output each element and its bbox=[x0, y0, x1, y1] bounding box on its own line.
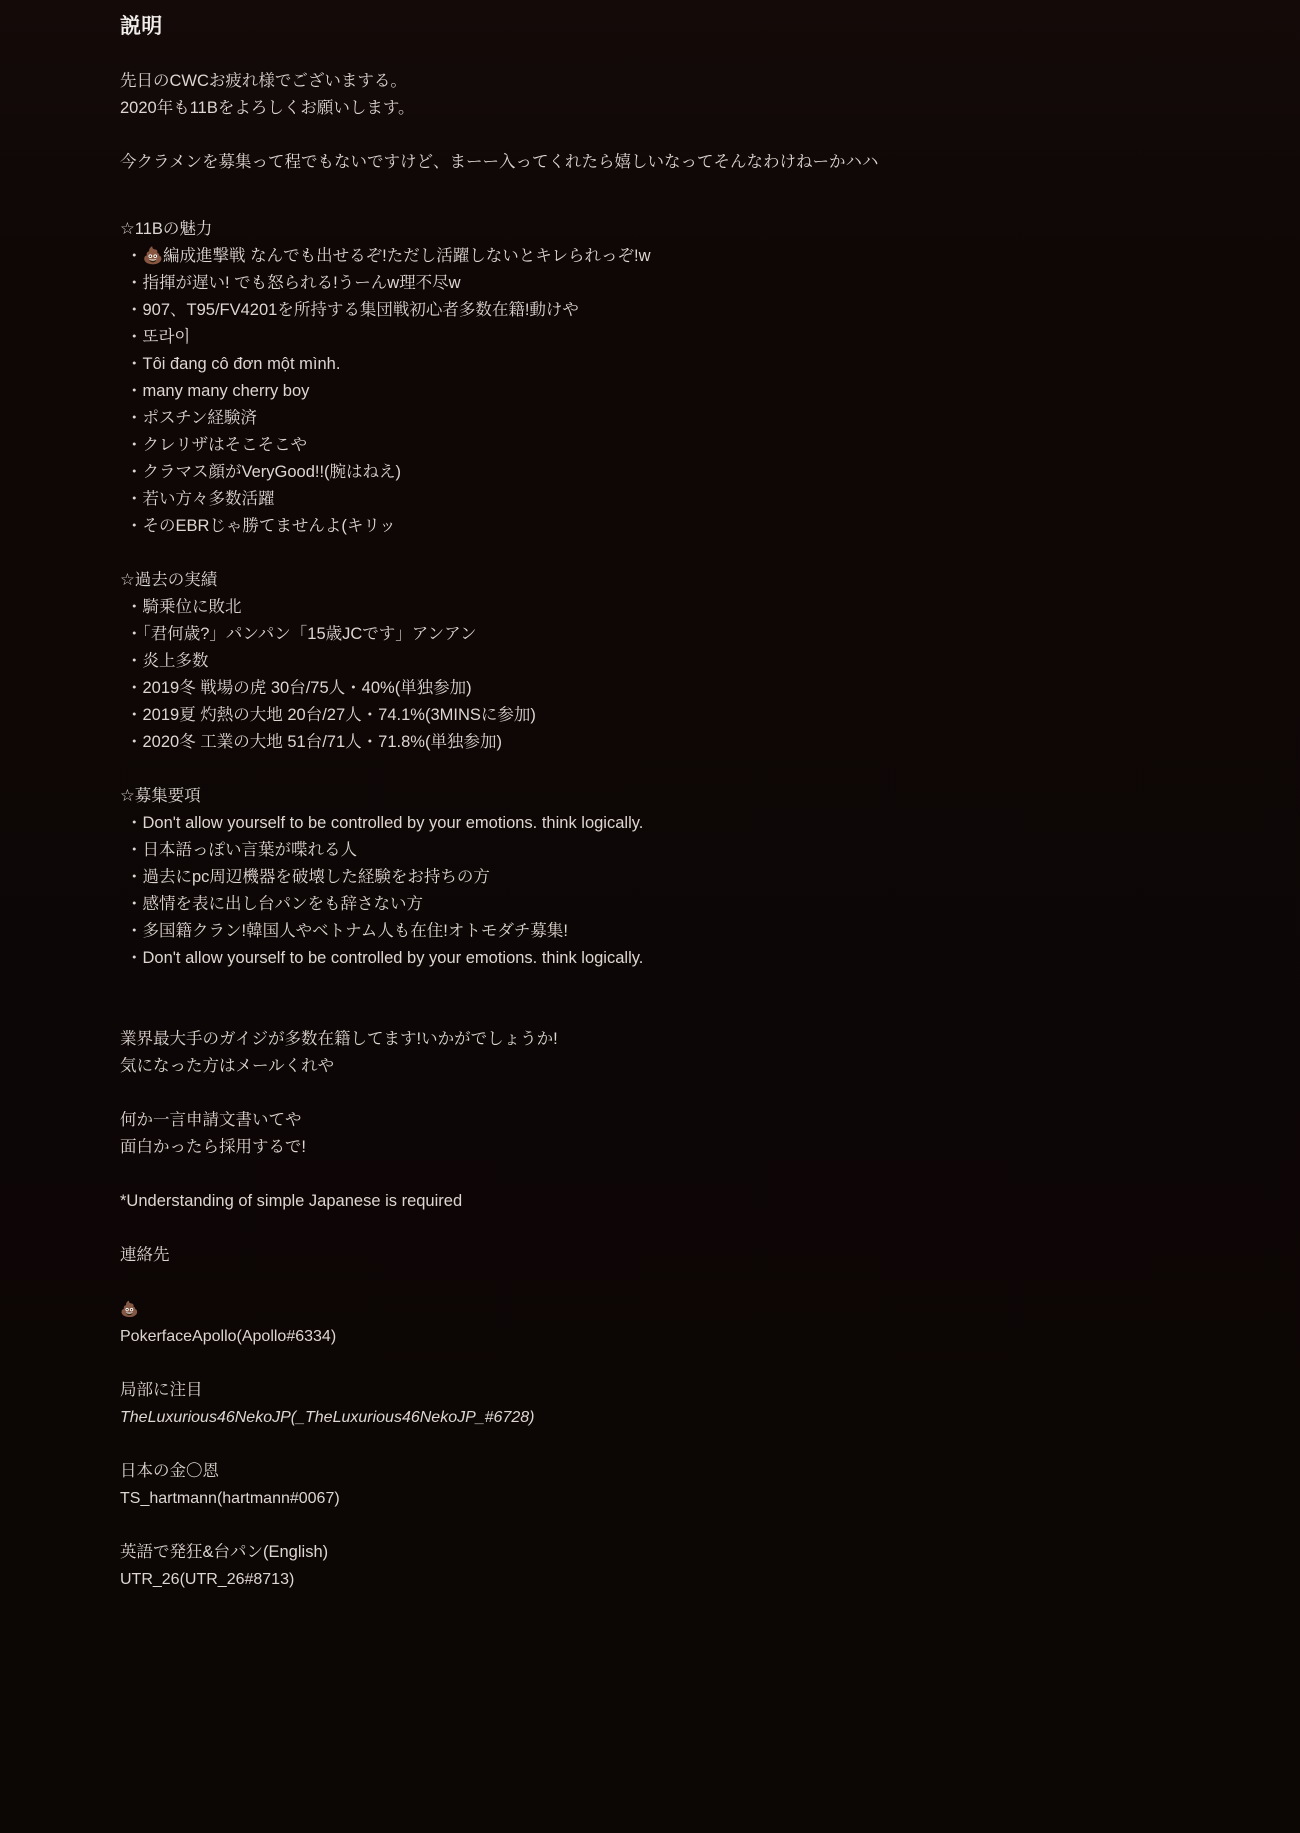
section-merits bbox=[120, 216, 1100, 540]
list-item: ・クレリザはそこそこや bbox=[126, 436, 308, 454]
contact-entry bbox=[120, 1296, 1100, 1350]
list-item: ・Don't allow yourself to be controlled by your emotions. think logically. bbox=[126, 949, 644, 967]
list-item: ・907、T95/FV4201を所持する集団戦初心者多数在籍!動けや bbox=[126, 301, 579, 319]
list-item: ・💩編成進撃戦 なんでも出せるぞ!ただし活躍しないとキレられっぞ!w bbox=[126, 247, 651, 265]
list-item: ・2019冬 戦場の虎 30台/75人・40%(単独参加) bbox=[126, 679, 472, 697]
closing-line: 気になった方はメールくれや bbox=[120, 1057, 335, 1075]
spacer bbox=[120, 1080, 1100, 1107]
list-item: ・日本語っぽい言葉が喋れる人 bbox=[126, 841, 357, 859]
intro-secondary: 今クラメンを募集って程でもないですけど、まーー入ってくれたら嬉しいなってそんなわけねーかハハ bbox=[120, 153, 879, 171]
list-item: ・多国籍クラン!韓国人やベトナム人も在住!オトモダチ募集! bbox=[126, 922, 568, 940]
closing-line: 面白かったら採用するで! bbox=[120, 1138, 306, 1156]
list-item: ・Don't allow yourself to be controlled by your emotions. think logically. bbox=[126, 814, 644, 832]
spacer bbox=[120, 122, 1100, 149]
spacer bbox=[120, 540, 1100, 567]
closing-block-2 bbox=[120, 1107, 1100, 1161]
closing-block bbox=[120, 1026, 1100, 1080]
list-item: ・또라이 bbox=[126, 328, 191, 346]
list-item: ・そのEBRじゃ勝てませんよ(キリッ bbox=[126, 517, 396, 535]
spacer bbox=[120, 1215, 1100, 1242]
contact-handle: UTR_26(UTR_26#8713) bbox=[120, 1571, 295, 1588]
intro-line: 2020年も11Bをよろしくお願いします。 bbox=[120, 99, 415, 117]
section-title: ☆過去の実績 bbox=[120, 571, 218, 589]
spacer bbox=[120, 972, 1100, 1026]
list-item: ・騎乗位に敗北 bbox=[126, 598, 242, 616]
intro-block bbox=[120, 68, 1100, 122]
contact-name: 日本の金〇恩 bbox=[120, 1462, 219, 1480]
contact-entry bbox=[120, 1458, 1100, 1512]
spacer bbox=[120, 756, 1100, 783]
language-note: *Understanding of simple Japanese is required bbox=[120, 1192, 463, 1210]
list-item: ・ポスチン経験済 bbox=[126, 409, 257, 427]
spacer bbox=[120, 1350, 1100, 1377]
list-item: ・指揮が遅い! でも怒られる!うーんw理不尽w bbox=[126, 274, 461, 292]
spacer bbox=[120, 1512, 1100, 1539]
spacer bbox=[120, 1431, 1100, 1458]
section-results bbox=[120, 567, 1100, 756]
contact-name: 💩 bbox=[120, 1301, 139, 1318]
spacer bbox=[120, 1269, 1100, 1296]
contact-label: 連絡先 bbox=[120, 1246, 170, 1264]
contact-handle: TS_hartmann(hartmann#0067) bbox=[120, 1490, 340, 1507]
list-item: ・炎上多数 bbox=[126, 652, 209, 670]
spacer bbox=[120, 1161, 1100, 1188]
contact-name: 局部に注目 bbox=[120, 1381, 203, 1399]
list-item: ・クラマス顔がVeryGood!!(腕はねえ) bbox=[126, 463, 402, 481]
contact-entry bbox=[120, 1377, 1100, 1431]
list-item: ・2019夏 灼熱の大地 20台/27人・74.1%(3MINSに参加) bbox=[126, 706, 536, 724]
list-item: ・過去にpc周辺機器を破壊した経験をお持ちの方 bbox=[126, 868, 490, 886]
section-title: ☆11Bの魅力 bbox=[120, 220, 213, 238]
section-requirements bbox=[120, 783, 1100, 972]
contact-entry bbox=[120, 1539, 1100, 1593]
list-item: ・若い方々多数活躍 bbox=[126, 490, 275, 508]
list-item: ・many many cherry boy bbox=[126, 382, 310, 400]
closing-line: 何か一言申請文書いてや bbox=[120, 1111, 302, 1129]
list-item: ・Tôi đang cô đơn một mình. bbox=[126, 355, 341, 373]
contact-handle: TheLuxurious46NekoJP(_TheLuxurious46NekoJP_#6728) bbox=[120, 1409, 535, 1426]
intro-line: 先日のCWCお疲れ様でございまする。 bbox=[120, 72, 407, 90]
section-title: ☆募集要項 bbox=[120, 787, 201, 805]
list-item: ・2020冬 工業の大地 51台/71人・71.8%(単独参加) bbox=[126, 733, 502, 751]
page-title: 説明 bbox=[120, 15, 163, 38]
contact-name: 英語で発狂&台パン(English) bbox=[120, 1543, 329, 1561]
list-item: ・「君何歳?」パンパン「15歳JCです」アンアン bbox=[126, 625, 477, 643]
list-item: ・感情を表に出し台パンをも辞さない方 bbox=[126, 895, 423, 913]
contact-handle: PokerfaceApollo(Apollo#6334) bbox=[120, 1328, 337, 1345]
closing-line: 業界最大手のガイジが多数在籍してます!いかがでしょうか! bbox=[120, 1030, 558, 1048]
spacer bbox=[120, 176, 1100, 216]
